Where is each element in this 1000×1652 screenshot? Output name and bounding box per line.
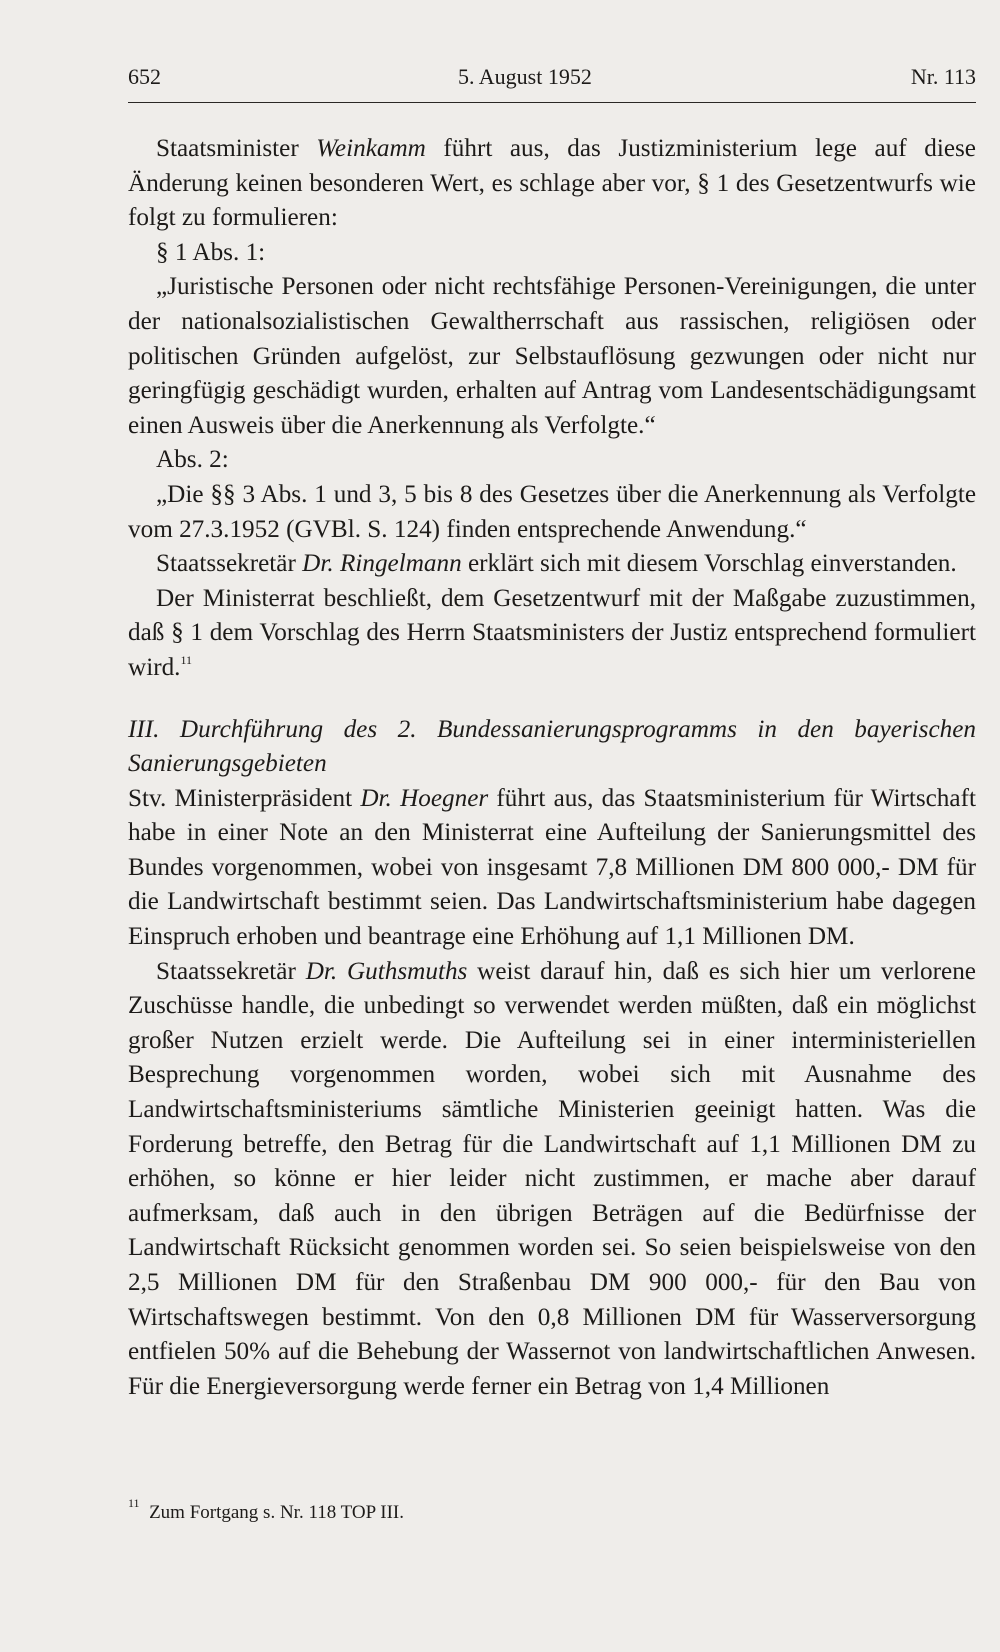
quote-paragraph-2: „Die §§ 3 Abs. 1 und 3, 5 bis 8 des Gesetzes über die Anerkennung als Verfolgte vom 27.3.1952 (GVBl. S. 124) finden entsprechende Anwendung.“ (128, 480, 976, 543)
text-run: Der Ministerrat beschließt, dem Gesetzentwurf mit der Maßgabe zuzustimmen, daß § 1 dem Vorschlag des Herrn Staatsministers der Justiz entsprechend formuliert wird. (128, 584, 976, 681)
section-heading: III. Durchführung des 2. Bundessanierungsprogramms in den bayerischen Sanierungsgebieten (128, 715, 976, 778)
text-run: führt aus, das Justizministerium lege auf diese Änderung keinen besonderen Wert, es schlage aber vor, § 1 des Gesetzentwurfs wie folgt zu formulieren: (128, 135, 976, 232)
paragraph-abs-2: Abs. 2: (156, 446, 229, 474)
header-date: 5. August 1952 (458, 64, 592, 89)
person-name: Dr. Hoegner (360, 784, 489, 812)
paragraph-decision (128, 582, 976, 686)
footnote-text: Zum Fortgang s. Nr. 118 TOP III. (149, 1502, 404, 1523)
main-text (128, 132, 976, 1404)
text-run: Stv. Ministerpräsident (128, 784, 361, 812)
issue-number: Nr. 113 (910, 64, 976, 89)
person-name: Weinkamm (316, 135, 426, 162)
footnote-reference: 11 (180, 652, 193, 667)
page-header (128, 62, 976, 103)
text-run: weist darauf hin, daß es sich hier um verlorene Zuschüsse handle, die unbedingt so verwendet werden müßten, daß ein möglichst großer Nutzen erzielt werde. Die Aufteilung sei in einer interministeriellen Besprechung vorgenommen worden, wobei sich mit Ausnahme des Landwirtschaftsministeriums sämtliche Ministerien geeinigt hatten. Was die Forderung betreffe, den Betrag für die Landwirtschaft auf 1,1 Millionen DM zu erhöhen, so könne er hier leider nicht zustimmen, er mache aber darauf aufmerksam, daß auch in den übrigen Beträgen auf die Bedürfnisse der Landwirtschaft Rücksicht genommen worden sei. So seien beispielsweise von den 2,5 Millionen DM für den Straßenbau DM 900 000,- für den Bau von Wirtschaftswegen bestimmt. Von den 0,8 Millionen DM für Wasserversorgung entfielen 50% auf die Behebung der Wassernot von landwirtschaftlichen Anwesen. Für die Energieversorgung werde ferner ein Betrag von 1,4 Millionen (128, 957, 976, 1400)
paragraph-section-1-abs-1: § 1 Abs. 1: (156, 238, 266, 266)
paragraph-guthsmuths (128, 955, 976, 1405)
person-name: Dr. Guthsmuths (305, 957, 468, 985)
text-run: Staatsminister (156, 135, 317, 162)
person-name: Dr. Ringelmann (302, 550, 462, 578)
paragraph-hoegner (128, 782, 976, 955)
paragraph-ringelmann (128, 547, 976, 582)
text-run: Staatssekretär (156, 957, 306, 985)
text-run: Staatssekretär (156, 550, 303, 578)
quote-paragraph-1: „Juristische Personen oder nicht rechtsfähige Personen-Vereinigungen, die unter der nationalsozialistischen Gewaltherrschaft aus rassischen, religiösen oder politischen Gründen aufgelöst, zur Selbstauflösung gezwungen oder nicht nur geringfügig geschädigt wurden, erhalten auf Antrag vom Landesentschädigungsamt einen Ausweis über die Anerkennung als Verfolgte.“ (128, 273, 976, 439)
paragraph-weinkamm (128, 132, 976, 236)
footnote (128, 1496, 404, 1524)
page-number: 652 (128, 64, 161, 89)
footnote-number: 11 (128, 1496, 140, 1510)
text-run: erklärt sich mit diesem Vorschlag einverstanden. (461, 550, 957, 578)
text-run: führt aus, das Staatsministerium für Wirtschaft habe in einer Note an den Ministerrat eine Aufteilung der Sanierungsmittel des Bundes vorgenommen, wobei von insgesamt 7,8 Millionen DM 800 000,- DM für die Landwirtschaft bestimmt seien. Das Landwirtschaftsministerium habe dagegen Einspruch erhoben und beantrage eine Erhöhung auf 1,1 Millionen DM. (128, 784, 976, 951)
